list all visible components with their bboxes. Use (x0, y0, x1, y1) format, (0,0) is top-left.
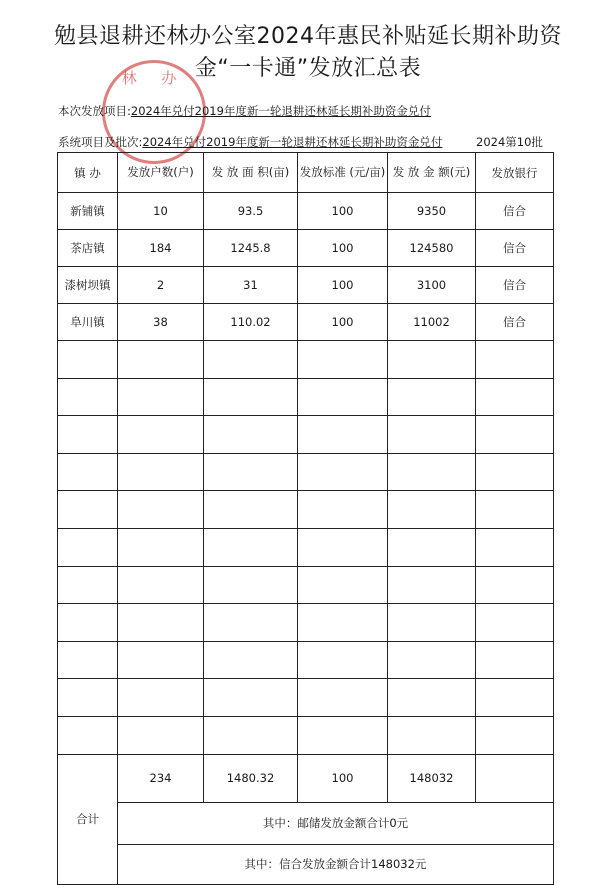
empty-row (58, 679, 554, 717)
totals-row (58, 754, 554, 802)
postal-note-row (58, 802, 554, 844)
empty-row (58, 604, 554, 642)
empty-row (58, 453, 554, 491)
cell-area: 110.02 (204, 304, 298, 341)
cell-amount: 9350 (388, 193, 476, 230)
cell-standard: 100 (298, 304, 388, 341)
cell-amount: 3100 (388, 267, 476, 304)
cell-town: 新铺镇 (58, 193, 118, 230)
postal-note: 其中：邮储发放金额合计0元 (118, 802, 554, 844)
empty-row (58, 341, 554, 379)
total-bank (476, 754, 554, 802)
empty-row (58, 528, 554, 566)
empty-row (58, 716, 554, 754)
cell-bank: 信合 (476, 267, 554, 304)
total-area: 1480.32 (204, 754, 298, 802)
cell-households: 38 (118, 304, 204, 341)
title-line-2: 金“一卡通”发放汇总表 (194, 56, 422, 81)
table-row (58, 193, 554, 230)
cell-amount: 11002 (388, 304, 476, 341)
empty-row (58, 641, 554, 679)
cell-area: 1245.8 (204, 230, 298, 267)
cell-bank: 信合 (476, 304, 554, 341)
system-label: 系统项目及批次: (58, 135, 143, 149)
summary-table (57, 152, 554, 885)
cell-area: 31 (204, 267, 298, 304)
table-header-row (58, 153, 554, 193)
table-row (58, 267, 554, 304)
cell-standard: 100 (298, 193, 388, 230)
project-value: 2024年兑付2019年度新一轮退耕还林延长期补助资金兑付 (130, 104, 431, 118)
project-label: 本次发放项目: (58, 104, 131, 118)
cell-town: 漆树坝镇 (58, 267, 118, 304)
table-row (58, 304, 554, 341)
totals-label: 合计 (58, 754, 118, 884)
cell-households: 184 (118, 230, 204, 267)
empty-row (58, 416, 554, 454)
xinhe-note: 其中：信合发放金额合计148032元 (118, 844, 554, 884)
total-households: 234 (118, 754, 204, 802)
total-amount: 148032 (388, 754, 476, 802)
batch-number: 2024第10批 (476, 135, 543, 149)
header-town: 镇 办 (58, 153, 118, 193)
table-row (58, 230, 554, 267)
system-line (58, 134, 543, 150)
cell-standard: 100 (298, 230, 388, 267)
cell-area: 93.5 (204, 193, 298, 230)
empty-row (58, 566, 554, 604)
total-standard: 100 (298, 754, 388, 802)
seal-text: 林 办 (121, 69, 187, 87)
system-value: 2024年兑付2019年度新一轮退耕还林延长期补助资金兑付 (142, 135, 443, 149)
title-line-1: 勉县退耕还林办公室2024年惠民补贴延长期补助资 (54, 24, 562, 49)
cell-town: 茶店镇 (58, 230, 118, 267)
cell-bank: 信合 (476, 230, 554, 267)
cell-bank: 信合 (476, 193, 554, 230)
cell-households: 10 (118, 193, 204, 230)
empty-row (58, 378, 554, 416)
cell-households: 2 (118, 267, 204, 304)
project-line (58, 103, 431, 119)
header-standard: 发放标准 (元/亩) (298, 153, 388, 193)
header-amount: 发 放 金 额(元) (388, 153, 476, 193)
empty-row (58, 491, 554, 529)
xinhe-note-row (58, 844, 554, 884)
cell-standard: 100 (298, 267, 388, 304)
cell-town: 阜川镇 (58, 304, 118, 341)
header-households: 发放户数(户) (118, 153, 204, 193)
cell-amount: 124580 (388, 230, 476, 267)
header-bank: 发放银行 (476, 153, 554, 193)
header-area: 发 放 面 积(亩) (204, 153, 298, 193)
